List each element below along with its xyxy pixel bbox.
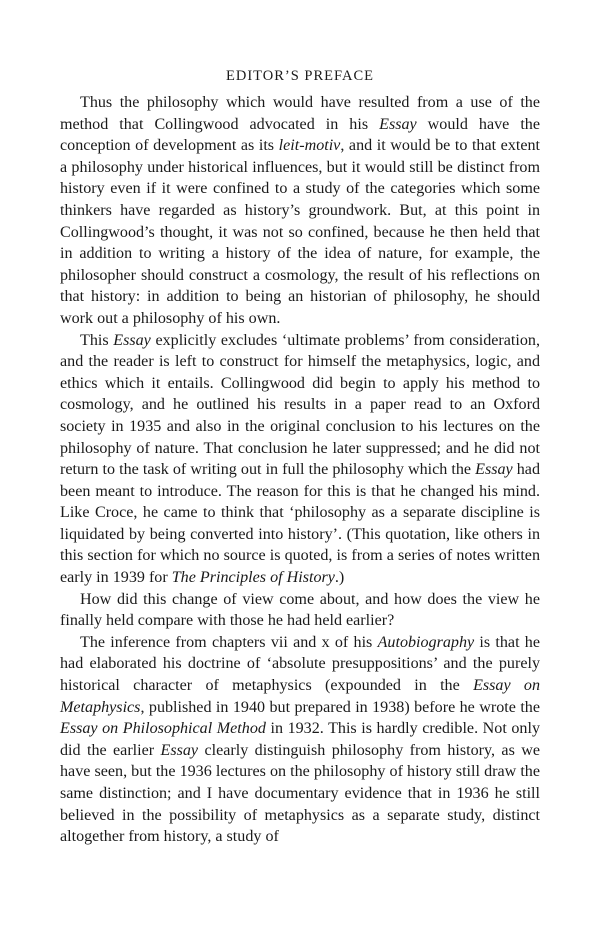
italic-segment: leit-motiv	[278, 137, 341, 155]
text-segment: had been meant to introduce. The reason for this is that he changed his mind. Like Croce, he came to think that ‘philosophy as a separate discipline is liquidated by being converted into history’. (This quotation, like others in this section for which no source is quoted, is from a series of notes written early in 1939 for	[60, 461, 540, 587]
paragraph-2	[60, 330, 540, 589]
italic-segment: Essay on Philosophical Method	[60, 720, 266, 738]
text-segment: , published in 1940 but prepared in 1938) before he wrote the	[140, 698, 540, 716]
italic-segment: Essay on Metaphysics	[60, 677, 541, 716]
italic-segment: Essay	[475, 461, 513, 479]
page	[60, 66, 540, 848]
text-segment: How did this change of view come about, and how does the view he finally held compare with those he had held earlier?	[60, 590, 540, 630]
text-segment: is that he had elaborated his doctrine of ‘absolute presuppositions’ and the purely historical character of metaphysics (expounded in the	[60, 633, 540, 695]
paragraph-1	[60, 92, 540, 330]
text-segment: would have the conception of development as its	[60, 115, 540, 155]
text-segment: clearly distinguish philosophy from history, as we have seen, but the 1936 lectures on the philosophy of history still draw the same distinction; and I have documentary evidence that in 1936 he still believed in the possibility of metaphysics as a separate study, distinct altogether from history, a study of	[60, 741, 540, 846]
text-segment: , and it would be to that extent a philosophy under historical influences, but it would still be distinct from history even if it were confined to a study of the categories which some thinkers have regarded as history’s groundwork. But, at this point in Collingwood’s thought, it was not so confined, because he then held that in addition to writing a history of the idea of nature, for example, the philosopher should construct a cosmology, the result of his reflections on that history: in addition to being an historian of philosophy, he should work out a philosophy of his own.	[60, 137, 540, 327]
paragraph-3	[60, 589, 540, 632]
text-segment: Thus the philosophy which would have resulted from a use of the method that Collingwood advocated in his	[60, 94, 540, 133]
text-segment: in 1932. This is hardly credible. Not only did the earlier	[60, 720, 540, 759]
running-head: EDITOR’S PREFACE	[226, 68, 374, 84]
italic-segment: Essay	[160, 741, 199, 759]
text-segment: The inference from chapters vii and x of his	[80, 633, 378, 651]
italic-segment: Essay	[113, 331, 151, 349]
text-segment: explicitly excludes ‘ultimate problems’ from consideration, and the reader is left to construct for himself the metaphysics, logic, and ethics which it entails. Collingwood did begin to apply his method to cosmology, and he outlined his results in a paper read to an Oxford society in 1935 and also in the original conclusion to his lectures on the philosophy of nature. That conclusion he later suppressed; and he did not return to the task of writing out in full the philosophy which the	[60, 331, 540, 479]
italic-segment: Essay	[379, 115, 417, 133]
paragraph-4	[60, 632, 540, 848]
text-segment: This	[80, 331, 114, 349]
italic-segment: Autobiography	[377, 633, 475, 651]
italic-segment: The Principles of History	[171, 569, 335, 587]
text-segment: .)	[334, 569, 345, 587]
